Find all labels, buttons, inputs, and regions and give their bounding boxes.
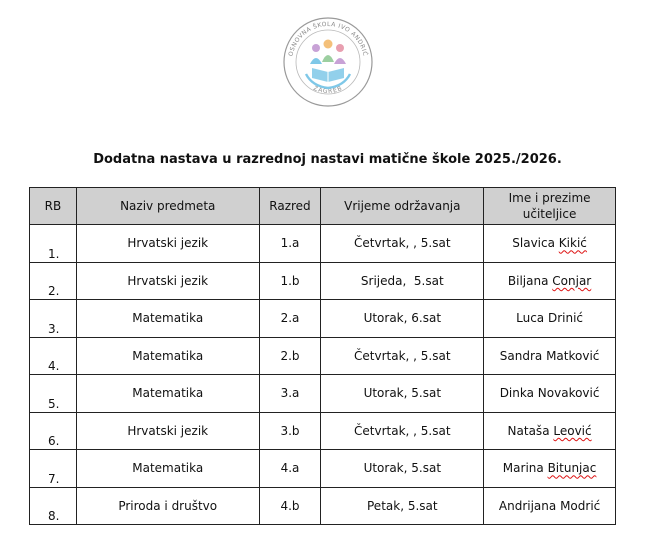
cell-predmet: Matematika [76,450,259,488]
table-row [30,337,616,375]
cell-razred: 3.b [259,412,321,450]
header-predmet: Naziv predmeta [76,188,259,225]
cell-razred: 1.a [259,225,321,263]
cell-ucitelj: Andrijana Modrić [484,487,616,525]
cell-razred: 3.a [259,375,321,413]
cell-predmet: Hrvatski jezik [76,262,259,300]
cell-ucitelj: Biljana Conjar [484,262,616,300]
cell-rb: 8. [30,487,77,525]
cell-ucitelj: Slavica Kikić [484,225,616,263]
table-row [30,375,616,413]
cell-razred: 2.b [259,337,321,375]
cell-razred: 4.b [259,487,321,525]
cell-rb: 7. [30,450,77,488]
table-row [30,300,616,338]
cell-vrijeme: Utorak, 5.sat [321,450,484,488]
schedule-table [29,187,616,525]
header-ucitelj: Ime i prezime učiteljice [484,188,616,225]
cell-rb: 1. [30,225,77,263]
cell-predmet: Hrvatski jezik [76,225,259,263]
cell-ucitelj: Marina Bitunjac [484,450,616,488]
cell-rb: 3. [30,300,77,338]
cell-vrijeme: Četvrtak, , 5.sat [321,337,484,375]
header-razred: Razred [259,188,321,225]
table-row [30,450,616,488]
cell-vrijeme: Četvrtak, , 5.sat [321,412,484,450]
cell-razred: 1.b [259,262,321,300]
table-row [30,487,616,525]
cell-predmet: Matematika [76,337,259,375]
cell-ucitelj: Luca Drinić [484,300,616,338]
cell-ucitelj: Sandra Matković [484,337,616,375]
table-row [30,412,616,450]
cell-vrijeme: Srijeda, 5.sat [321,262,484,300]
cell-predmet: Matematika [76,375,259,413]
cell-predmet: Matematika [76,300,259,338]
cell-rb: 2. [30,262,77,300]
cell-ucitelj: Dinka Novaković [484,375,616,413]
table-row [30,225,616,263]
cell-rb: 5. [30,375,77,413]
cell-predmet: Hrvatski jezik [76,412,259,450]
svg-text:ZAGREB: ZAGREB [312,84,344,96]
cell-rb: 4. [30,337,77,375]
header-vrijeme: Vrijeme održavanja [321,188,484,225]
cell-vrijeme: Četvrtak, , 5.sat [321,225,484,263]
header-rb: RB [30,188,77,225]
cell-vrijeme: Utorak, 6.sat [321,300,484,338]
cell-vrijeme: Petak, 5.sat [321,487,484,525]
table-row [30,262,616,300]
cell-razred: 2.a [259,300,321,338]
svg-text:OSNOVNA ŠKOLA IVO ANDRIĆ: OSNOVNA ŠKOLA IVO ANDRIĆ [287,20,369,57]
cell-predmet: Priroda i društvo [76,487,259,525]
cell-vrijeme: Utorak, 5.sat [321,375,484,413]
table-header-row [30,188,616,225]
page-title: Dodatna nastava u razrednoj nastavi matične škole 2025./2026. [93,152,562,167]
cell-razred: 4.a [259,450,321,488]
cell-rb: 6. [30,412,77,450]
school-logo [282,16,374,108]
cell-ucitelj: Nataša Leović [484,412,616,450]
